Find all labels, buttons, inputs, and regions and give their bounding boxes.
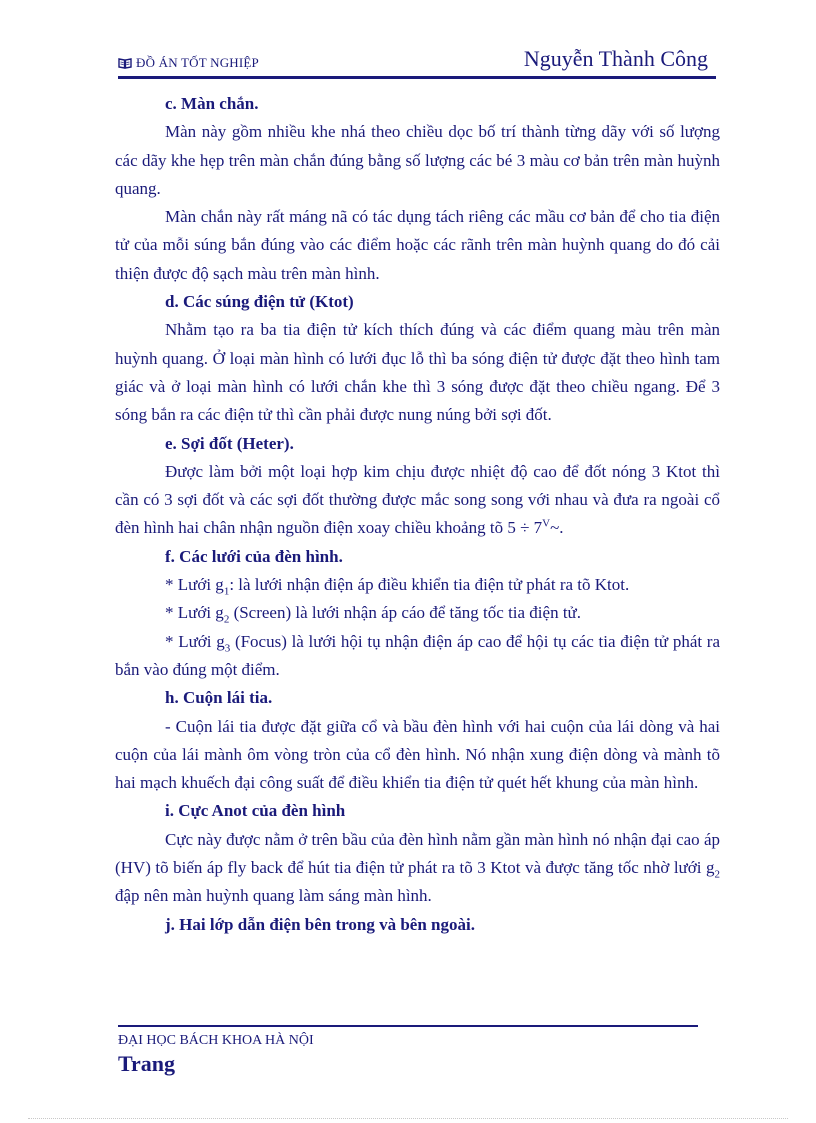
section-heading: d. Các súng điện tử (Ktot) xyxy=(165,292,354,312)
page-bottom-border xyxy=(28,1118,788,1119)
header-rule xyxy=(118,76,716,79)
text-run: * Lưới g xyxy=(165,603,224,623)
superscript: V xyxy=(542,517,551,530)
book-icon xyxy=(118,58,132,69)
page-content xyxy=(115,90,720,939)
paragraph xyxy=(115,458,720,543)
section-heading: f. Các lưới của đèn hình. xyxy=(165,546,343,566)
text-run: Được làm bởi một loại hợp kim chịu được nhiệt độ cao để đốt nóng 3 Ktot thì cần có 3 sợi đốt và các sợi đốt thường được mắc song song với nhau và đưa ra ngoài cổ đèn hình hai chân nhận nguồn điện xoay chiều khoảng tõ 5 ÷ 7 xyxy=(115,461,720,538)
paragraph: Màn chắn này rất máng nã có tác dụng tách riêng các mầu cơ bản để cho tia điện tử của mỗi súng bắn đúng vào các điểm hoặc các rãnh trên màn huỳnh quang do đó cải thiện được độ sạch màu trên màn hình. xyxy=(115,207,720,283)
subscript: 2 xyxy=(223,613,230,626)
footer-school: ĐẠI HỌC BÁCH KHOA HÀ NỘI xyxy=(118,1033,314,1048)
text-run: (Screen) là lưới nhận áp cáo để tăng tốc tia điện tử. xyxy=(229,603,582,623)
header-author: Nguyễn Thành Công xyxy=(523,46,708,71)
text-run: Cực này được nằm ở trên bầu của đèn hình nằm gần màn hình nó nhận đại cao áp (HV) tõ biến áp fly back để hút tia điện tử phát ra tõ 3 Ktot và được tăng tốc nhờ lưới g xyxy=(115,829,720,878)
subscript: 2 xyxy=(714,868,720,881)
footer-rule xyxy=(118,1025,698,1027)
paragraph: Màn này gồm nhiều khe nhá theo chiều dọc bố trí thành từng dãy với số lượng các dãy khe hẹp trên màn chắn đúng bằng số lượng các bé 3 màu cơ bản trên màn huỳnh quang. xyxy=(115,122,720,198)
text-run: * Lưới g xyxy=(165,575,224,595)
list-item xyxy=(115,628,720,685)
section-heading: c. Màn chắn. xyxy=(165,94,259,113)
text-run: : là lưới nhận điện áp điều khiển tia điện tử phát ra tõ Ktot. xyxy=(229,575,630,595)
subscript: 3 xyxy=(224,642,231,655)
text-run: đập nên màn huỳnh quang làm sáng màn hình. xyxy=(115,886,432,906)
paragraph: Nhằm tạo ra ba tia điện tử kích thích đúng và các điểm quang màu trên màn huỳnh quang. Ở loại màn hình có lưới đục lỗ thì ba sóng điện tử được đặt theo hình tam giác và ở loại màn hình có lưới chắn khe thì 3 sóng được đặt theo chiều ngang. Để 3 sóng bắn ra các điện tử thì cần phải được nung núng bởi sợi đốt. xyxy=(115,320,720,425)
list-item xyxy=(115,571,720,599)
footer-page-label: Trang xyxy=(118,1051,176,1076)
section-heading: e. Sợi đốt (Heter). xyxy=(165,433,294,453)
paragraph xyxy=(115,826,720,911)
section-heading: i. Cực Anot của đèn hình xyxy=(165,801,346,821)
header-title: ĐỒ ÁN TỐT NGHIỆP xyxy=(136,55,259,70)
text-run: ~. xyxy=(550,518,564,538)
section-heading: h. Cuộn lái tia. xyxy=(165,688,273,708)
page-footer xyxy=(118,1025,698,1077)
paragraph: - Cuộn lái tia được đặt giữa cổ và bầu đèn hình với hai cuộn của lái dòng và hai cuộn của lái mành ôm vòng tròn của cổ đèn hình. Nó nhận xung điện dòng và mành tõ hai mạch khuếch đại công suất để điều khiển tia điện tử quét hết khung của màn hình. xyxy=(115,716,720,793)
page-header xyxy=(118,44,716,76)
text-run: (Focus) là lưới hội tụ nhận điện áp cao để hội tụ các tia điện tử phát ra bắn vào đúng một điểm. xyxy=(115,631,721,679)
subscript: 1 xyxy=(223,585,230,598)
section-heading: j. Hai lớp dẫn điện bên trong và bên ngoài. xyxy=(165,914,475,934)
text-run: * Lưới g xyxy=(165,631,225,651)
list-item xyxy=(115,599,720,627)
